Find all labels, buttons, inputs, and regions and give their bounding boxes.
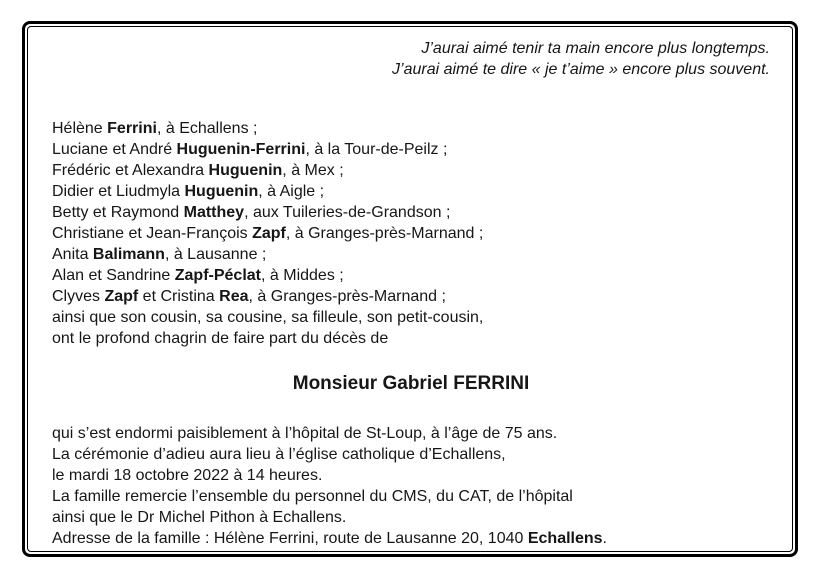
family-announcement-list: [52, 118, 770, 349]
plain-text: , à Granges-près-Marnand ;: [248, 288, 446, 305]
text-line: [52, 286, 770, 307]
text-line: [52, 307, 770, 328]
plain-text: Adresse de la famille : Hélène Ferrini, route de Lausanne 20, 1040: [52, 530, 528, 547]
surname-bold-text: Zapf-Péclat: [174, 267, 261, 284]
plain-text: Anita: [52, 246, 93, 263]
text-line: [52, 223, 770, 244]
plain-text: , à Granges-près-Marnand ;: [285, 225, 484, 242]
text-line: [52, 118, 770, 139]
plain-text: qui s’est endormi paisiblement à l’hôpital de St-Loup, à l’âge de 75 ans.: [52, 425, 558, 442]
text-line: [52, 139, 770, 160]
plain-text: , à la Tour-de-Peilz ;: [305, 141, 448, 158]
surname-bold-text: Balimann: [92, 246, 165, 263]
deceased-name-heading: Monsieur Gabriel FERRINI: [292, 373, 530, 394]
text-line: [52, 486, 770, 507]
plain-text: ont le profond chagrin de faire part du décès de: [52, 330, 389, 347]
document-content: [28, 27, 792, 551]
plain-text: Frédéric et Alexandra: [52, 162, 209, 179]
plain-text: .: [602, 530, 607, 547]
plain-text: Luciane et André: [52, 141, 177, 158]
plain-text: ainsi que le Dr Michel Pithon à Echallens.: [52, 509, 347, 526]
funeral-details: [52, 423, 770, 549]
surname-bold-text: Echallens: [527, 530, 603, 547]
text-line: [52, 528, 770, 549]
surname-bold-text: Zapf: [252, 225, 286, 242]
surname-bold-text: Zapf: [104, 288, 139, 305]
plain-text: Betty et Raymond: [52, 204, 184, 221]
text-line: [52, 444, 770, 465]
plain-text: Alan et Sandrine: [52, 267, 175, 284]
plain-text: Hélène: [52, 120, 108, 137]
text-line: [52, 38, 770, 59]
document-outer-border: [22, 21, 798, 557]
surname-bold-text: Huguenin-Ferrini: [176, 141, 306, 158]
plain-text: , à Mex ;: [282, 162, 344, 179]
plain-text: le mardi 18 octobre 2022 à 14 heures.: [52, 467, 323, 484]
text-line: [52, 423, 770, 444]
plain-text: , à Aigle ;: [258, 183, 325, 200]
text-line: [52, 507, 770, 528]
surname-bold-text: Matthey: [183, 204, 245, 221]
plain-text: , à Echallens ;: [156, 120, 258, 137]
text-line: [52, 160, 770, 181]
document-inner-border: [27, 26, 793, 552]
plain-text: , à Lausanne ;: [164, 246, 267, 263]
plain-text: La cérémonie d’adieu aura lieu à l’église catholique d’Echallens,: [52, 446, 506, 463]
text-line: [52, 181, 770, 202]
text-line: [52, 244, 770, 265]
text-line: [52, 465, 770, 486]
text-line: [52, 328, 770, 349]
plain-text: J’aurai aimé tenir ta main encore plus longtemps.: [421, 40, 770, 57]
plain-text: Clyves: [52, 288, 105, 305]
plain-text: Christiane et Jean-François: [52, 225, 253, 242]
plain-text: et Cristina: [138, 288, 220, 305]
surname-bold-text: Ferrini: [107, 120, 157, 137]
plain-text: , à Middes ;: [261, 267, 344, 284]
surname-bold-text: Huguenin: [208, 162, 283, 179]
plain-text: La famille remercie l’ensemble du personnel du CMS, du CAT, de l’hôpital: [52, 488, 573, 505]
text-line: [52, 59, 770, 80]
text-line: [52, 265, 770, 286]
text-line: [52, 202, 770, 223]
plain-text: Didier et Liudmyla: [52, 183, 185, 200]
surname-bold-text: Rea: [219, 288, 249, 305]
epigraph: [52, 38, 770, 80]
plain-text: , aux Tuileries-de-Grandson ;: [244, 204, 451, 221]
surname-bold-text: Huguenin: [184, 183, 259, 200]
plain-text: ainsi que son cousin, sa cousine, sa filleule, son petit-cousin,: [52, 309, 484, 326]
plain-text: J’aurai aimé te dire « je t’aime » encore plus souvent.: [392, 61, 770, 78]
